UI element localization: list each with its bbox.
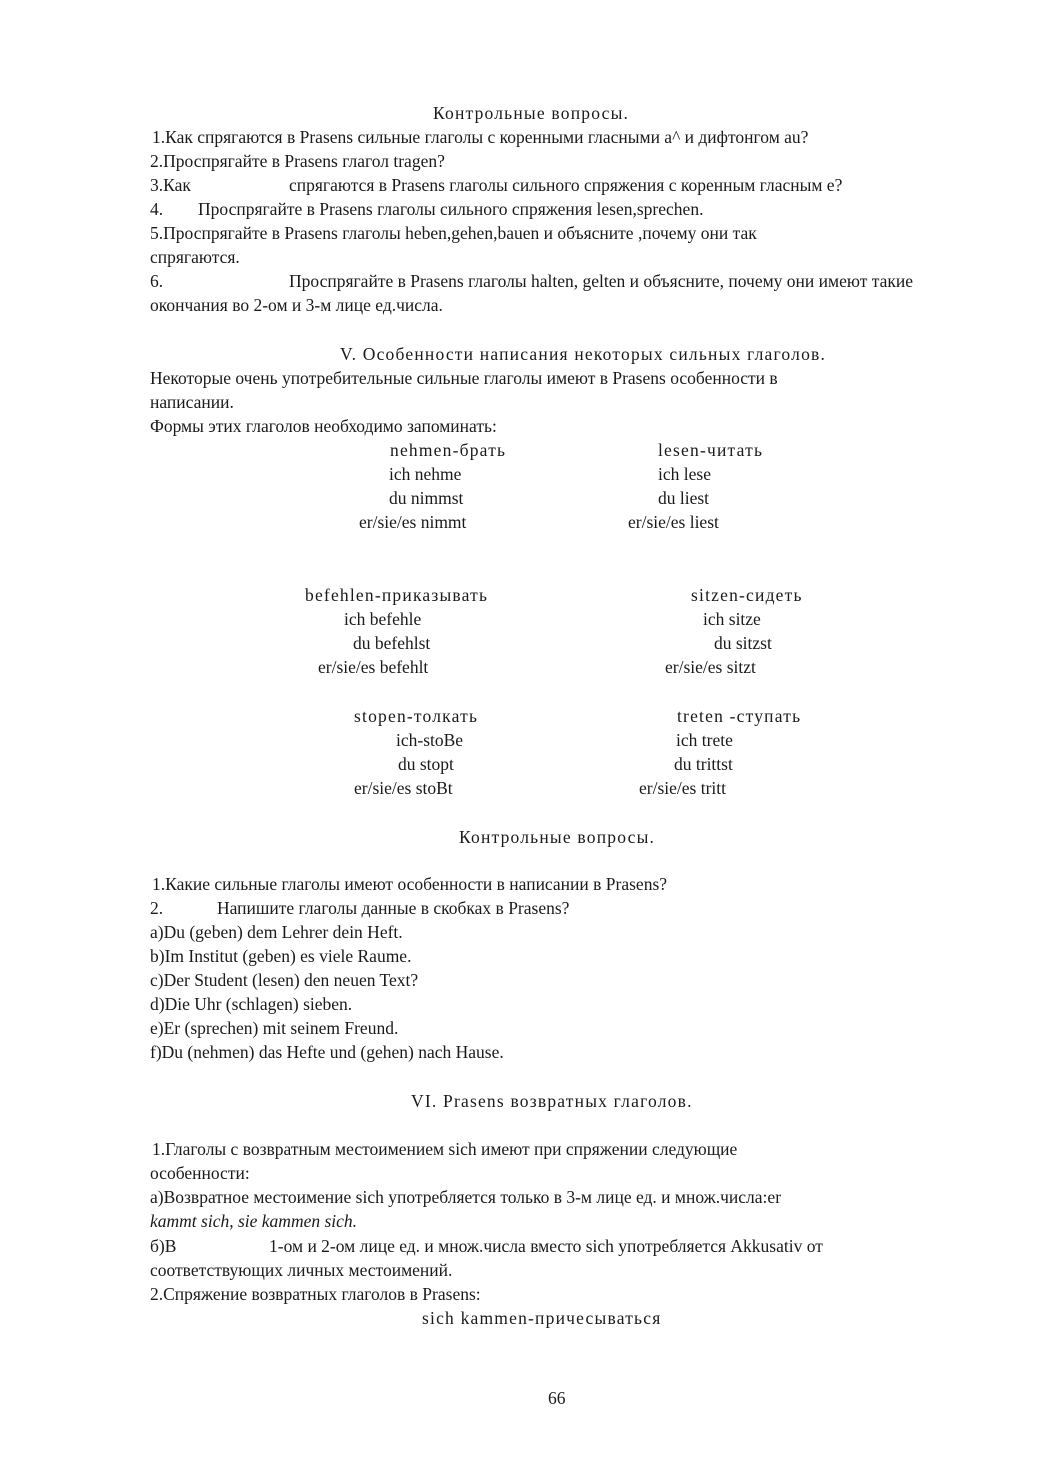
section-vi-p1-line-2: особенности: xyxy=(150,1163,250,1183)
exercise-item: c)Der Student (lesen) den neuen Text? xyxy=(150,970,419,990)
reflexive-verb-title: sich kammen-причесываться xyxy=(422,1308,662,1328)
section-vi-pb-text: 1-ом и 2-ом лице ед. и множ.числа вместо sich употребляется Akkusativ от xyxy=(269,1236,823,1256)
question-4-text: Проспрягайте в Prasens глаголы сильного спряжения lesen,sprechen. xyxy=(198,199,704,219)
section-v-intro-line-3: Формы этих глаголов необходимо запоминать: xyxy=(150,416,497,436)
question-6-line-1: Проспрягайте в Prasens глаголы halten, gelten и объясните, почему они имеют такие xyxy=(289,271,913,291)
verb-title: befehlen-приказывать xyxy=(305,585,489,605)
exercise-item: d)Die Uhr (schlagen) sieben. xyxy=(150,994,353,1014)
section-vi-pb-number: б)В xyxy=(150,1236,177,1256)
verb-title: nehmen-брать xyxy=(390,440,507,460)
verb-form: ich befehle xyxy=(344,609,422,629)
verb-form: er/sie/es nimmt xyxy=(359,512,467,532)
verb-form: er/sie/es sitzt xyxy=(665,657,756,677)
verb-form: er/sie/es tritt xyxy=(639,778,726,798)
section-v-heading: V. Особенности написания некоторых сильных глаголов. xyxy=(340,344,827,364)
verb-form: ich sitze xyxy=(703,609,761,629)
verb-form: du sitzst xyxy=(714,633,772,653)
question-1: 1.Какие сильные глаголы имеют особенности в написании в Prasens? xyxy=(152,874,668,894)
verb-form: ich lese xyxy=(658,464,711,484)
page-number: 66 xyxy=(548,1388,566,1408)
verb-title: lesen-читать xyxy=(658,440,764,460)
question-1: 1.Как спрягаются в Prasens сильные глаголы с коренными гласными a^ и дифтонгом au? xyxy=(152,127,809,147)
verb-title: stopen-толкать xyxy=(354,706,479,726)
verb-form: ich nehme xyxy=(389,464,462,484)
section-vi-pa-line-1: а)Возвратное местоимение sich употребляется только в 3-м лице ед. и множ.числа:er xyxy=(150,1187,782,1207)
verb-form: du nimmst xyxy=(389,488,464,508)
section-v-intro-line-2: написании. xyxy=(150,392,234,412)
question-4-number: 4. xyxy=(150,199,164,219)
question-6-number: 6. xyxy=(150,271,164,291)
verb-form: er/sie/es liest xyxy=(628,512,719,532)
verb-form: er/sie/es stoBt xyxy=(354,778,453,798)
verb-title: treten -ступать xyxy=(677,706,802,726)
exercise-item: e)Er (sprechen) mit seinem Freund. xyxy=(150,1018,399,1038)
section-v-intro-line-1: Некоторые очень употребительные сильные глаголы имеют в Prasens особенности в xyxy=(150,368,778,388)
control-questions-heading: Контрольные вопросы. xyxy=(459,827,656,847)
control-questions-heading: Контрольные вопросы. xyxy=(433,103,630,123)
verb-form: du liest xyxy=(658,488,710,508)
section-vi-pb-line-2: соответствующих личных местоимений. xyxy=(150,1260,453,1280)
question-2-text: Напишите глаголы данные в скобках в Prasens? xyxy=(217,898,570,918)
question-2-number: 2. xyxy=(150,898,164,918)
verb-form: du trittst xyxy=(674,754,733,774)
exercise-item: f)Du (nehmen) das Hefte und (gehen) nach Hause. xyxy=(150,1042,504,1062)
question-6-line-2: окончания во 2-ом и 3-м лице ед.числа. xyxy=(150,295,443,315)
question-5-line-2: спрягаются. xyxy=(150,247,240,267)
verb-form: er/sie/es befehlt xyxy=(318,657,429,677)
question-2: 2.Проспрягайте в Prasens глагол tragen? xyxy=(150,151,445,171)
section-vi-p2: 2.Спряжение возвратных глаголов в Prasens: xyxy=(150,1284,481,1304)
verb-form: ich trete xyxy=(676,730,733,750)
section-vi-p1-line-1: 1.Глаголы с возвратным местоимением sich имеют при спряжении следующие xyxy=(152,1139,738,1159)
verb-form: du befehlst xyxy=(353,633,431,653)
section-vi-heading: VI. Prasens возвратных глаголов. xyxy=(411,1091,693,1111)
question-5-line-1: 5.Проспрягайте в Prasens глаголы heben,gehen,bauen и объясните ,почему они так xyxy=(150,223,757,243)
question-3-text: спрягаются в Prasens глаголы сильного спряжения с коренным гласным e? xyxy=(289,175,843,195)
verb-title: sitzen-сидеть xyxy=(691,585,803,605)
question-3-number: 3.Как xyxy=(150,175,191,195)
exercise-item: a)Du (geben) dem Lehrer dein Heft. xyxy=(150,922,403,942)
section-vi-pa-example: kammt sich, sie kammen sich. xyxy=(150,1211,358,1231)
verb-form: du stopt xyxy=(398,754,454,774)
verb-form: ich-stoBe xyxy=(396,730,464,750)
exercise-item: b)Im Institut (geben) es viele Raume. xyxy=(150,946,412,966)
